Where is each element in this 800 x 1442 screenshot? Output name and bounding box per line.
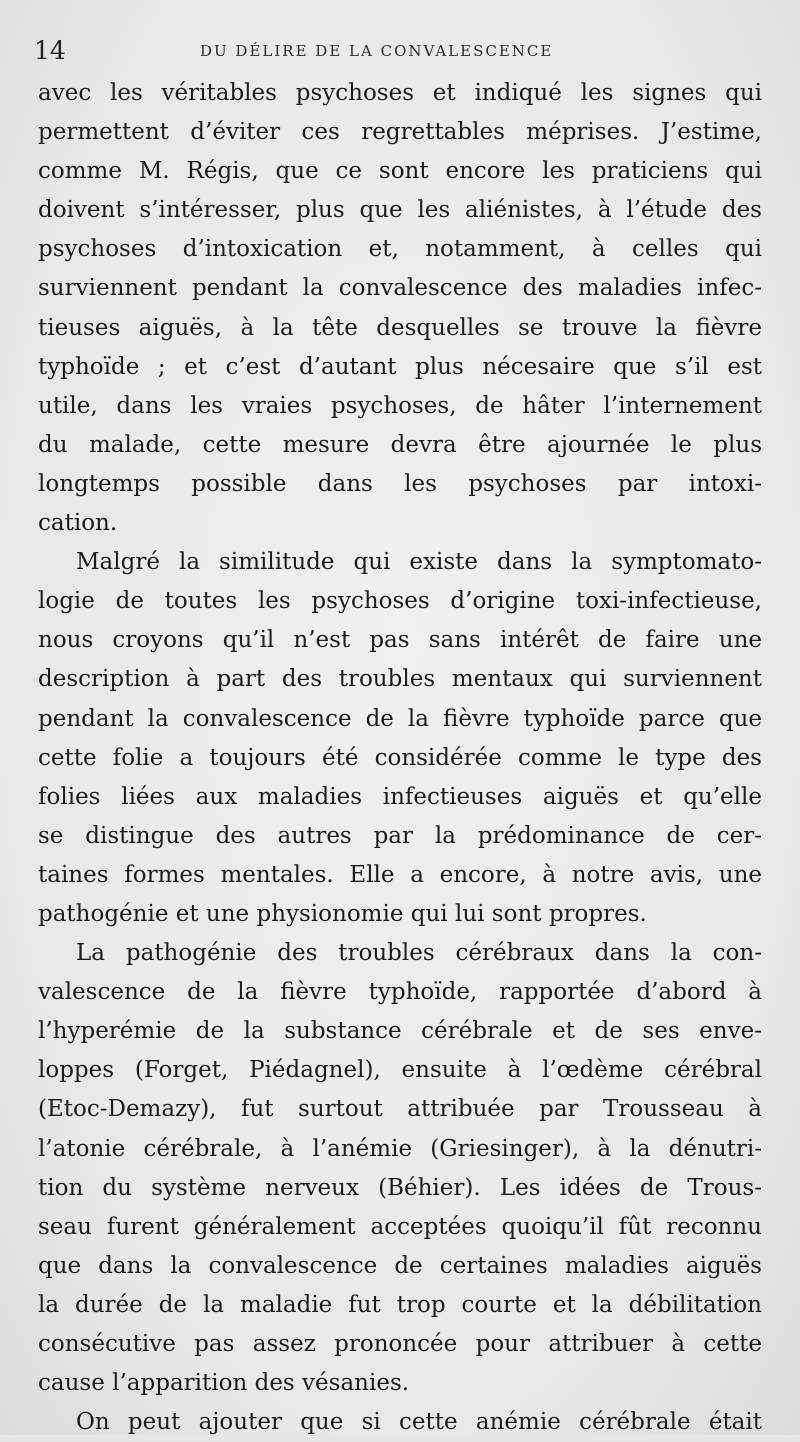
text-line: tieuses aiguës, à la tête desquelles se trouve la fièvre: [38, 314, 762, 341]
text-line: pendant la convalescence de la fièvre typhoïde parce que: [38, 705, 762, 732]
page-number: 14: [34, 36, 66, 65]
text-line: folies liées aux maladies infectieuses aiguës et qu’elle: [38, 783, 762, 810]
paragraph: [38, 74, 762, 543]
paragraph: [38, 543, 762, 934]
text-line: cation.: [38, 510, 118, 537]
text-line: logie de toutes les psychoses d’origine toxi-infectieuse,: [38, 588, 762, 615]
text-line: avec les véritables psychoses et indiqué les signes qui: [38, 80, 762, 106]
text-line: du malade, cette mesure devra être ajournée le plus: [38, 431, 762, 458]
text-line: longtemps possible dans les psychoses par intoxi-: [38, 470, 762, 497]
text-line: consécutive pas assez prononcée pour attribuer à cette: [38, 1331, 762, 1357]
text-line: description à part des troubles mentaux qui surviennent: [38, 666, 762, 693]
text-line: cette folie a toujours été considérée comme le type des: [38, 744, 762, 771]
text-line: l’atonie cérébrale, à l’anémie (Griesinger), à la dénutri-: [38, 1135, 762, 1162]
text-line: seau furent généralement acceptées quoiqu’il fût reconnu: [38, 1213, 762, 1240]
text-line: typhoïde ; et c’est d’autant plus nécesaire que s’il est: [38, 353, 762, 380]
text-line: permettent d’éviter ces regrettables méprises. J’estime,: [38, 119, 762, 146]
text-line: psychoses d’intoxication et, notamment, à celles qui: [38, 236, 762, 263]
text-line: On peut ajouter que si cette anémie cérébrale était: [76, 1409, 762, 1436]
text-line: nous croyons qu’il n’est pas sans intérêt de faire une: [38, 627, 762, 654]
paragraph: [38, 934, 762, 1403]
text-line: La pathogénie des troubles cérébraux dans la con-: [76, 940, 762, 967]
text-line: loppes (Forget, Piédagnel), ensuite à l’œdème cérébral: [38, 1057, 762, 1084]
page-header: [34, 36, 764, 76]
text-line: que dans la convalescence de certaines maladies aiguës: [38, 1252, 762, 1279]
running-head: DU DÉLIRE DE LA CONVALESCENCE: [200, 42, 554, 60]
text-line: Malgré la similitude qui existe dans la symptomato-: [76, 549, 762, 576]
text-line: utile, dans les vraies psychoses, de hâter l’internement: [38, 392, 762, 419]
paragraph: [38, 1403, 762, 1442]
text-line: taines formes mentales. Elle a encore, à notre avis, une: [38, 861, 762, 888]
text-line: pathogénie et une physionomie qui lui sont propres.: [38, 900, 647, 927]
text-line: tion du système nerveux (Béhier). Les idées de Trous-: [38, 1174, 762, 1201]
text-line: cause l’apparition des vésanies.: [38, 1370, 410, 1397]
text-line: l’hyperémie de la substance cérébrale et de ses enve-: [38, 1018, 762, 1045]
text-line: comme M. Régis, que ce sont encore les praticiens qui: [38, 158, 762, 185]
text-line: valescence de la fièvre typhoïde, rapportée d’abord à: [38, 979, 762, 1006]
body-text: [38, 74, 762, 1442]
text-line: se distingue des autres par la prédominance de cer-: [38, 822, 762, 849]
text-line: la durée de la maladie fut trop courte et la débilitation: [38, 1291, 762, 1318]
text-line: doivent s’intéresser, plus que les aliénistes, à l’étude des: [38, 197, 762, 224]
text-line: (Etoc-Demazy), fut surtout attribuée par Trousseau à: [38, 1096, 762, 1123]
text-line: surviennent pendant la convalescence des maladies infec-: [38, 275, 762, 302]
